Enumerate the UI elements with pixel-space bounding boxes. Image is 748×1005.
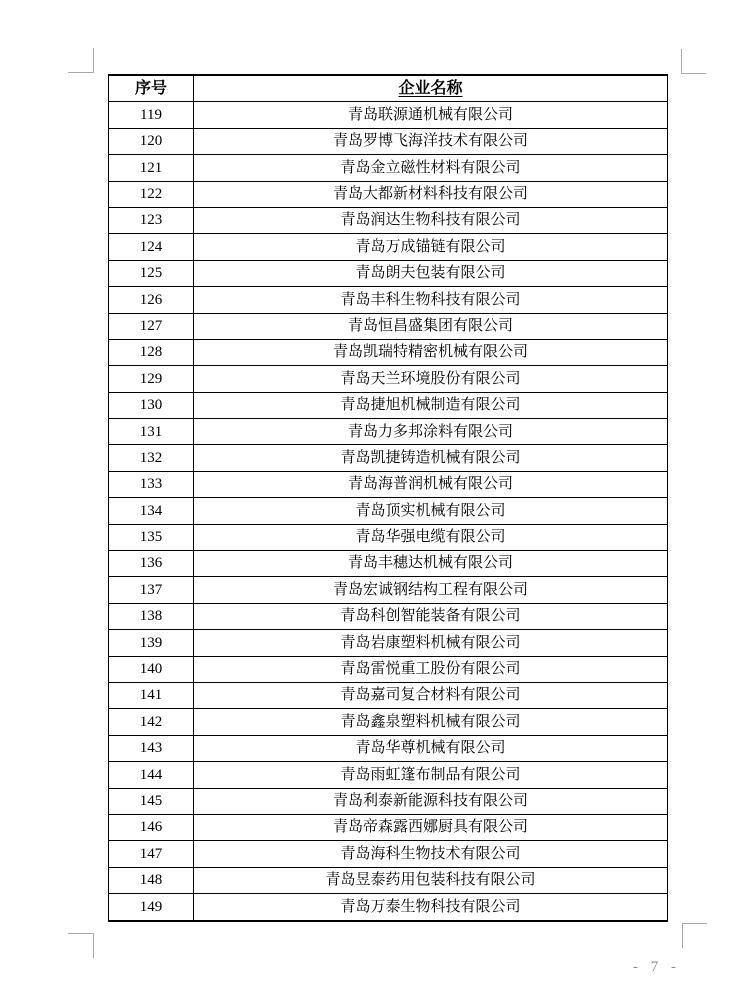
table-row [109, 551, 668, 577]
serial-number-cell: 131 [109, 419, 194, 445]
table-row [109, 656, 668, 682]
serial-number-cell: 145 [109, 788, 194, 814]
table-row [109, 392, 668, 418]
header-serial-number: 序号 [109, 75, 194, 102]
table-row [109, 603, 668, 629]
serial-number-cell: 141 [109, 682, 194, 708]
serial-number-cell: 135 [109, 524, 194, 550]
table-row [109, 894, 668, 921]
company-name-cell: 青岛昱泰药用包装科技有限公司 [194, 867, 668, 893]
company-name-cell: 青岛嘉司复合材料有限公司 [194, 682, 668, 708]
serial-number-cell: 142 [109, 709, 194, 735]
table-row [109, 471, 668, 497]
table-row [109, 155, 668, 181]
serial-number-cell: 123 [109, 207, 194, 233]
crop-mark-top-left [68, 48, 94, 73]
company-name-cell: 青岛罗博飞海洋技术有限公司 [194, 128, 668, 154]
table-row [109, 577, 668, 603]
serial-number-cell: 133 [109, 471, 194, 497]
company-name-cell: 青岛恒昌盛集团有限公司 [194, 313, 668, 339]
header-company-name-label: 企业名称 [398, 79, 463, 97]
table-row [109, 260, 668, 286]
company-name-cell: 青岛凯捷铸造机械有限公司 [194, 445, 668, 471]
company-name-cell: 青岛朗夫包装有限公司 [194, 260, 668, 286]
serial-number-cell: 119 [109, 102, 194, 128]
serial-number-cell: 137 [109, 577, 194, 603]
company-name-cell: 青岛力多邦涂料有限公司 [194, 419, 668, 445]
serial-number-cell: 124 [109, 234, 194, 260]
table-row [109, 841, 668, 867]
table-row [109, 735, 668, 761]
table-row [109, 181, 668, 207]
company-name-cell: 青岛顶实机械有限公司 [194, 498, 668, 524]
table-row [109, 128, 668, 154]
table-row [109, 419, 668, 445]
company-name-cell: 青岛万成锚链有限公司 [194, 234, 668, 260]
table-row [109, 313, 668, 339]
company-name-cell: 青岛丰科生物科技有限公司 [194, 287, 668, 313]
company-name-cell: 青岛金立磁性材料有限公司 [194, 155, 668, 181]
table-row [109, 339, 668, 365]
table-row [109, 788, 668, 814]
company-name-cell: 青岛润达生物科技有限公司 [194, 207, 668, 233]
table-row [109, 630, 668, 656]
company-name-cell: 青岛宏诚钢结构工程有限公司 [194, 577, 668, 603]
serial-number-cell: 140 [109, 656, 194, 682]
serial-number-cell: 130 [109, 392, 194, 418]
company-name-cell: 青岛雷悦重工股份有限公司 [194, 656, 668, 682]
serial-number-cell: 144 [109, 762, 194, 788]
serial-number-cell: 134 [109, 498, 194, 524]
serial-number-cell: 127 [109, 313, 194, 339]
serial-number-cell: 128 [109, 339, 194, 365]
serial-number-cell: 149 [109, 894, 194, 921]
crop-mark-bottom-right [682, 923, 707, 948]
serial-number-cell: 129 [109, 366, 194, 392]
crop-mark-bottom-left [68, 933, 94, 958]
table-row [109, 867, 668, 893]
serial-number-cell: 138 [109, 603, 194, 629]
company-name-cell: 青岛岩康塑料机械有限公司 [194, 630, 668, 656]
header-company-name [194, 75, 668, 102]
company-name-cell: 青岛鑫泉塑料机械有限公司 [194, 709, 668, 735]
table-row [109, 287, 668, 313]
serial-number-cell: 126 [109, 287, 194, 313]
company-name-cell: 青岛捷旭机械制造有限公司 [194, 392, 668, 418]
company-name-cell: 青岛华强电缆有限公司 [194, 524, 668, 550]
serial-number-cell: 125 [109, 260, 194, 286]
company-name-cell: 青岛利泰新能源科技有限公司 [194, 788, 668, 814]
company-name-cell: 青岛丰穗达机械有限公司 [194, 551, 668, 577]
crop-mark-top-right [681, 49, 706, 74]
table-row [109, 524, 668, 550]
serial-number-cell: 136 [109, 551, 194, 577]
company-name-cell: 青岛科创智能装备有限公司 [194, 603, 668, 629]
table-row [109, 682, 668, 708]
table-row [109, 709, 668, 735]
table-row [109, 366, 668, 392]
page-number: - 7 - [633, 959, 677, 975]
company-name-cell: 青岛海科生物技术有限公司 [194, 841, 668, 867]
company-name-cell: 青岛华尊机械有限公司 [194, 735, 668, 761]
table-row [109, 814, 668, 840]
company-table [108, 74, 668, 922]
serial-number-cell: 122 [109, 181, 194, 207]
serial-number-cell: 121 [109, 155, 194, 181]
table-row [109, 102, 668, 128]
table-header-row [109, 75, 668, 102]
table-row [109, 234, 668, 260]
company-name-cell: 青岛天兰环境股份有限公司 [194, 366, 668, 392]
company-name-cell: 青岛雨虹篷布制品有限公司 [194, 762, 668, 788]
serial-number-cell: 132 [109, 445, 194, 471]
company-name-cell: 青岛海普润机械有限公司 [194, 471, 668, 497]
serial-number-cell: 139 [109, 630, 194, 656]
company-name-cell: 青岛大都新材料科技有限公司 [194, 181, 668, 207]
serial-number-cell: 147 [109, 841, 194, 867]
table-row [109, 498, 668, 524]
company-name-cell: 青岛万泰生物科技有限公司 [194, 894, 668, 921]
table-row [109, 445, 668, 471]
serial-number-cell: 146 [109, 814, 194, 840]
company-name-cell: 青岛联源通机械有限公司 [194, 102, 668, 128]
serial-number-cell: 148 [109, 867, 194, 893]
table-row [109, 207, 668, 233]
company-name-cell: 青岛凯瑞特精密机械有限公司 [194, 339, 668, 365]
serial-number-cell: 143 [109, 735, 194, 761]
table-row [109, 762, 668, 788]
serial-number-cell: 120 [109, 128, 194, 154]
company-name-cell: 青岛帝森露西娜厨具有限公司 [194, 814, 668, 840]
